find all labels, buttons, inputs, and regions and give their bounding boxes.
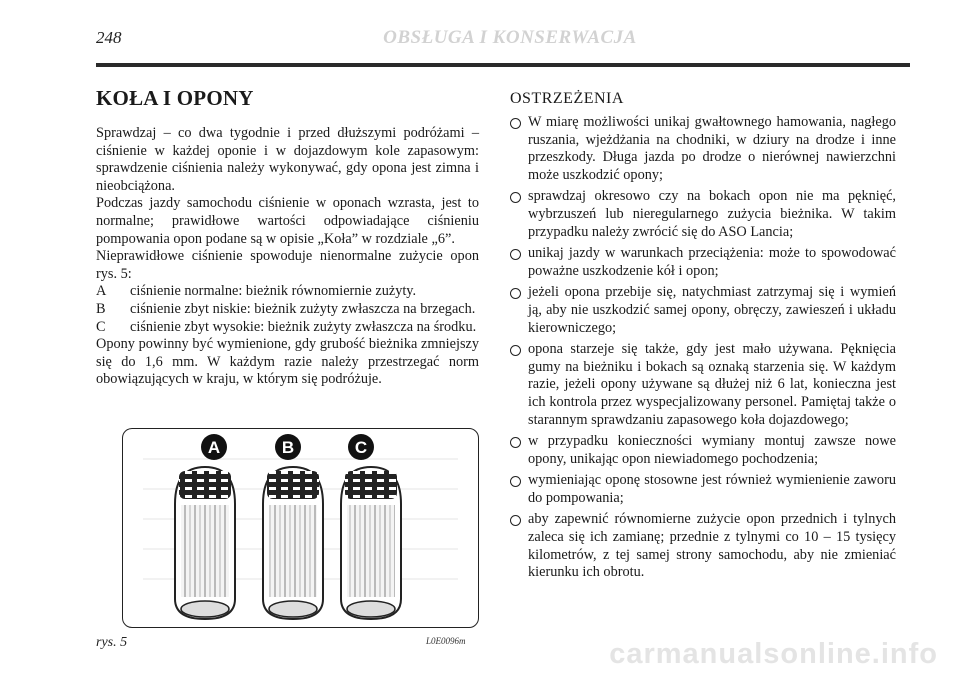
warnings-list	[510, 114, 896, 582]
warning-item	[510, 472, 896, 507]
warning-item	[510, 511, 896, 581]
list-letter: C	[96, 318, 106, 335]
label-b-text: B	[281, 438, 295, 457]
circle-bullet-icon	[510, 288, 521, 299]
warning-text: opona starzeje się także, gdy jest mało używana. Pęknięcia gumy na bieżniku i bokach są oznaką starzenia się. W każdym razie, jeżeli opony używane są dłużej niż 6 lat, konieczna jest ich kontrola przez wyspecjalizowany personel. Pamiętaj także o starannym sprawdzaniu zapasowego koła dojazdowego;	[528, 341, 896, 428]
tire-b	[263, 467, 323, 619]
list-text: ciśnienie zbyt wysokie: bieżnik zużyty zwłaszcza na środku.	[130, 318, 477, 335]
label-c-text: C	[354, 438, 368, 457]
circle-bullet-icon	[510, 437, 521, 448]
left-column	[96, 86, 479, 389]
header-rule	[96, 63, 910, 67]
warning-text: wymieniając oponę stosowne jest również wymienienie zaworu do pompowania;	[528, 472, 896, 506]
paragraph: Sprawdzaj – co dwa tygodnie i przed dłuższymi podróżami – ciśnienie w każdej oponie i w dojazdowym kole zapasowym: sprawdzenie ciśnienia należy wykonywać, gdy opona jest zimna i nieobciążona.	[96, 125, 479, 194]
figure-code: L0E0096m	[426, 636, 466, 646]
pressure-list	[96, 283, 479, 336]
paragraph: Opony powinny być wymienione, gdy grubość bieżnika zmniejszy się do 1,6 mm. W każdym razie należy przestrzegać norm obowiązujących w kraju, w którym się podróżuje.	[96, 336, 479, 388]
label-b	[275, 434, 301, 460]
warning-item	[510, 188, 896, 241]
page-number: 248	[96, 28, 122, 47]
list-item	[96, 283, 479, 301]
warning-item	[510, 114, 896, 184]
right-column	[510, 90, 896, 586]
list-letter: B	[96, 300, 106, 317]
warning-text: jeżeli opona przebije się, natychmiast zatrzymaj się i wymień ją, aby nie uszkodzić samej opony, obręczy, zawieszeń i układu kierowniczego;	[528, 284, 896, 336]
warning-item	[510, 245, 896, 280]
paragraph: Nieprawidłowe ciśnienie spowoduje nienormalne zużycie opon rys. 5:	[96, 248, 479, 282]
label-a	[201, 434, 227, 460]
section-title: KOŁA I OPONY	[96, 86, 254, 110]
warning-text: w przypadku konieczności wymiany montuj zawsze nowe opony, unikając opon niewiadomego pochodzenia;	[528, 433, 896, 467]
warnings-title: OSTRZEŻENIA	[510, 90, 624, 107]
paragraph: Podczas jazdy samochodu ciśnienie w oponach wzrasta, jest to normalne; prawidłowe wartości odpowiadające ciśnieniu pompowania opon podane są w opisie „Koła” w rozdziale „6”.	[96, 195, 479, 247]
label-c	[348, 434, 374, 460]
warning-item	[510, 433, 896, 468]
circle-bullet-icon	[510, 249, 521, 260]
warning-item	[510, 284, 896, 337]
list-item	[96, 301, 479, 319]
list-item	[96, 319, 479, 337]
tire-wear-figure	[122, 428, 479, 628]
circle-bullet-icon	[510, 345, 521, 356]
list-text: ciśnienie zbyt niskie: bieżnik zużyty zwłaszcza na brzegach.	[130, 300, 476, 317]
closing-text	[96, 336, 479, 389]
chapter-header: OBSŁUGA I KONSERWACJA	[383, 27, 637, 48]
tire-wear-illustration	[123, 429, 477, 626]
figure-caption: rys. 5	[96, 635, 128, 650]
circle-bullet-icon	[510, 476, 521, 487]
circle-bullet-icon	[510, 118, 521, 129]
list-text: ciśnienie normalne: bieżnik równomiernie zużyty.	[130, 283, 417, 300]
label-a-text: A	[207, 438, 221, 457]
watermark: carmanualsonline.info	[609, 638, 938, 670]
warning-item	[510, 341, 896, 429]
tire-c	[341, 467, 401, 619]
warning-text: aby zapewnić równomierne zużycie opon przednich i tylnych zaleca się ich zamianę; przednie z tylnymi co 10 – 15 tysięcy kilometrów, z tej samej strony samochodu, aby nie zmieniać kierunku ich obrotu.	[528, 511, 896, 581]
warning-text: W miarę możliwości unikaj gwałtownego hamowania, nagłego ruszania, wjeżdżania na chodniki, w dziury na drodze i inne przeszkody. Długa jazda po drodze o nierównej nawierzchni może uszkodzić opony;	[528, 114, 896, 183]
tire-a	[175, 467, 235, 619]
warning-text: unikaj jazdy w warunkach przeciążenia: może to spowodować poważne uszkodzenie kół i opon;	[528, 245, 896, 279]
circle-bullet-icon	[510, 515, 521, 526]
intro-text	[96, 125, 479, 283]
circle-bullet-icon	[510, 192, 521, 203]
list-letter: A	[96, 283, 107, 300]
warning-text: sprawdzaj okresowo czy na bokach opon nie ma pęknięć, wybrzuszeń lub nieregularnego zużycia bieżnika. W takim przypadku należy zwrócić się do ASO Lancia;	[528, 188, 896, 240]
